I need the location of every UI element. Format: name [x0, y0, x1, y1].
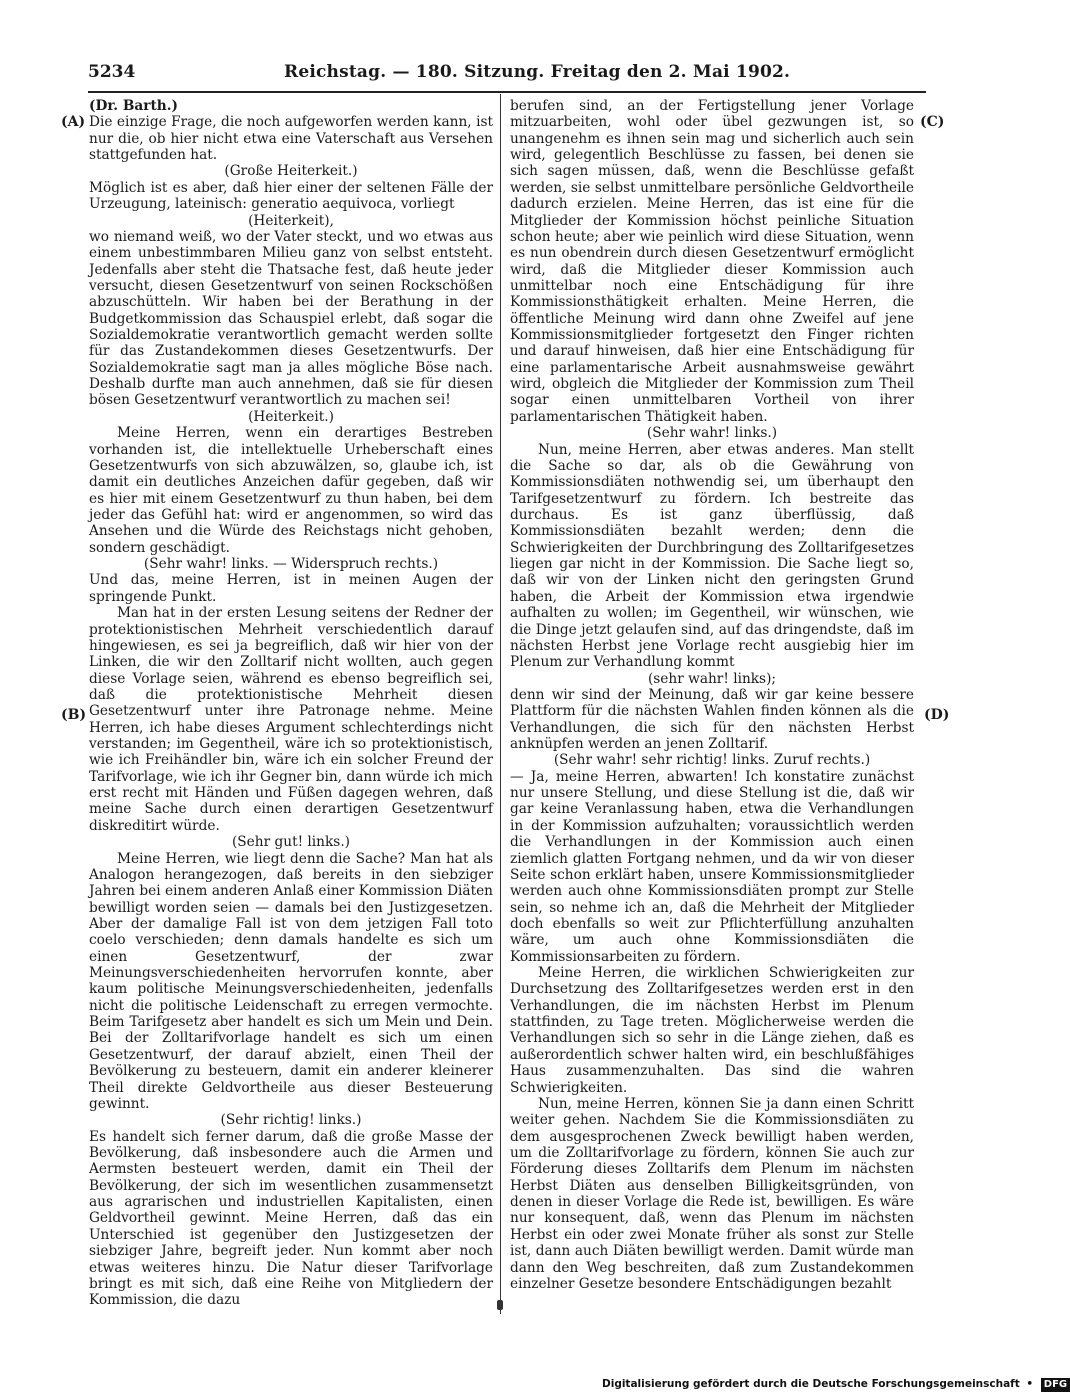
running-title: Reichstag. — 180. Sitzung. Freitag den 2. Mai 1902. [284, 62, 791, 82]
left-paragraph: Meine Herren, wenn ein derartiges Bestreben vorhanden ist, die intellektuelle Urheberschaft eines Gesetzentwurfs von sich abzuwälzen, so, glaube ich, ist damit ein deutliches Anzeichen dafür gegeben, daß wir es hier mit einem Gesetzentwurf zu thun haben, bei dem jeder das Gefühl hat: wird er angenommen, so wird das Ansehen und die Würde des Reichstags nicht gehoben, sondern geschädigt. [89, 425, 493, 556]
left-paragraph: Möglich ist es aber, daß hier einer der seltenen Fälle der Urzeugung, lateinisch: generatio aequivoca, vorliegt [89, 179, 493, 213]
column-divider [500, 94, 501, 1314]
margin-marker-d: (D) [924, 707, 950, 723]
left-paragraph: Es handelt sich ferner darum, daß die große Masse der Bevölkerung, daß insbesondere auch die Armen und Aermsten besteuert werden, damit ein Theil der Bevölkerung, der sich im wesentlichen zusammensetzt aus agrarischen und industriellen Kapitalisten, einen Geldvortheil gewinnt. Meine Herren, daß das ein Unterschied ist gegenüber den Justizgesetzen der siebziger Jahre, begreift jeder. Nun kommt aber noch etwas weiteres hinzu. Die Natur dieser Tarifvorlage bringt es mit sich, daß eine Reihe von Mitgliedern der Kommission, die dazu [89, 1128, 493, 1309]
footer-text: Digitalisierung gefördert durch die Deutsche Forschungsgemeinschaft [602, 1378, 1020, 1390]
right-paragraph: Meine Herren, die wirklichen Schwierigkeiten zur Durchsetzung des Zolltarifgesetzes werden erst in den Verhandlungen, die im nächsten Herbst im Plenum stattfinden, zu Tage treten. Möglicherweise werden die Verhandlungen sich so sehr in die Länge ziehen, daß es außerordentlich schwer halten wird, ein beschlußfähiges Haus zusammenzuhalten. Das sind die wahren Schwierigkeiten. [510, 965, 914, 1096]
right-paragraph: denn wir sind der Meinung, daß wir gar keine bessere Plattform für die nächsten Wahlen finden können als die Verhandlungen, die sich für den nächsten Herbst anknüpfen werden an jenen Zolltarif. [510, 686, 914, 753]
page-header [88, 62, 908, 88]
footer-separator: • [1026, 1378, 1034, 1390]
right-interjection: (Sehr wahr! links.) [646, 425, 778, 442]
dfg-logo: DFG [1041, 1378, 1070, 1392]
left-speaker-label: (Dr. Barth.) [89, 98, 178, 114]
left-interjection: (Sehr wahr! links. — Widerspruch rechts.) [143, 556, 439, 573]
left-interjection: (Heiterkeit), [248, 212, 334, 229]
right-column [510, 98, 914, 1292]
left-interjection: (Heiterkeit.) [248, 408, 334, 425]
margin-marker-b: (B) [61, 707, 87, 723]
column-divider-end [497, 1300, 503, 1310]
right-paragraph: — Ja, meine Herren, abwarten! Ich konstatire zunächst nur unsere Stellung, und diese Stellung ist die, daß wir gar keine Veranlassung haben, etwa die Verhandlungen in der Kommission aufzuhalten; voraussichtlich werden die Verhandlungen in der Kommission auch einen ziemlich glatten Fortgang nehmen, und da wir von dieser Seite schon erklärt haben, unsere Kommissionsmitglieder werden auch ohne Kommissionsdiäten prompt zur Stelle sein, so nehme ich an, daß die Mehrheit der Mitglieder doch ebenfalls so weit zur Pflichterfüllung anzuhalten wäre, um auch ohne Kommissionsdiäten die Kommissionsarbeiten zu fördern. [510, 768, 914, 965]
left-interjection: (Große Heiterkeit.) [224, 163, 358, 180]
left-paragraph: Die einzige Frage, die noch aufgeworfen werden kann, ist nur die, ob hier nicht etwa eine Vaterschaft aus Versehen stattgefunden hat. [89, 114, 493, 164]
header-rule [88, 91, 926, 93]
left-paragraph: Und das, meine Herren, ist in meinen Augen der springende Punkt. [89, 572, 493, 605]
left-paragraph: wo niemand weiß, wo der Vater steckt, und wo etwas aus einem unbestimmbaren Milieu ganz von selbst entsteht. Jedenfalls aber steht die Thatsache fest, daß heute jeder versucht, diesen Gesetzentwurf von seinen Rockschößen abzuschütteln. Wir haben bei der Berathung in der Budgetkommission das Schauspiel erlebt, daß sogar die Sozialdemokratie verantwortlich gemacht werden sollte für das Zustandekommen dieses Gesetzentwurfs. Der Sozialdemokratie sagt man ja alles mögliche Böse nach. Deshalb durfte man auch annehmen, daß sie für diesen bösen Gesetzentwurf verantwortlich zu machen sei! [89, 228, 493, 409]
left-interjection: (Sehr richtig! links.) [220, 1112, 362, 1129]
page-number: 5234 [88, 62, 136, 82]
right-paragraph: berufen sind, an der Fertigstellung jener Vorlage mitzuarbeiten, wohl oder übel gezwungen ist, so unangenehm es ihnen sein mag und sicherlich auch sein wird, gelegentlich Beschlüsse zu fassen, bei denen sie sich sagen müssen, daß, wenn die Beschlüsse gefaßt werden, sie selbst unmittelbare persönliche Geldvortheile dadurch erzielen. Meine Herren, das ist eine für die Mitglieder der Kommission höchst peinliche Situation schon heute; aber wie peinlich wird diese Situation, wenn es nun obendrein durch diesen Gesetzentwurf ermöglicht wird, daß die Mitglieder dieser Kommission auch unmittelbar noch eine Entschädigung für ihre Kommissionsthätigkeit erhalten. Meine Herren, die öffentliche Meinung wird dann ohne Zweifel auf jene Kommissionsmitglieder fortgesetzt den Finger richten und darauf hinweisen, daß hier eine Entschädigung für eine parlamentarische Arbeit ausnahmsweise gewährt wird, obgleich die Mitglieder der Kommission zum Theil sogar einen unmittelbaren Vortheil von ihrer parlamentarischen Thätigkeit haben. [510, 98, 914, 425]
right-interjection: (sehr wahr! links); [647, 670, 777, 687]
right-paragraph: Nun, meine Herren, können Sie ja dann einen Schritt weiter gehen. Nachdem Sie die Kommissionsdiäten zu dem ausgesprochenen Zweck bewilligt haben werden, um die Zolltarifvorlage zu fördern, können Sie auch zur Förderung dieses Zolltarifs dem Plenum im nächsten Herbst Diäten aus denselben Billigkeitsgründen, von denen in dieser Vorlage die Rede ist, bewilligen. Es wäre nur konsequent, daß, wenn das Plenum im nächsten Herbst ein oder zwei Monate früher als sonst zur Stelle ist, dann auch Diäten bewilligt werden. Damit würde man dann den Weg beschreiten, daß zum Zustandekommen einzelner Gesetze besondere Entschädigungen bezahlt [510, 1095, 914, 1292]
right-interjection: (Sehr wahr! sehr richtig! links. Zuruf rechts.) [553, 752, 871, 769]
left-paragraph: Man hat in der ersten Lesung seitens der Redner der protektionistischen Mehrheit verschiedentlich darauf hingewiesen, es sei ja begreiflich, daß wir hier von der Linken, die wir den Zolltarif nicht wollten, auch gegen diese Vorlage seien, während es ebenso begreiflich sei, daß die protektionistische Mehrheit diesen Gesetzentwurf unter ihre Patronage nehme. Meine Herren, ich habe dieses Argument schlechterdings nicht verstanden; im Gegentheil, wäre ich so protektionistisch, wie ich Freihändler bin, wäre ich ein solcher Freund der Tarifvorlage, wie ich ihr Gegner bin, dann würde ich mich erst recht mit Händen und Füßen dagegen wehren, daß meine Sache durch einen derartigen Gesetzentwurf diskreditirt würde. [89, 605, 493, 834]
footer-credit [602, 1378, 1068, 1394]
left-paragraph: Meine Herren, wie liegt denn die Sache? Man hat als Analogon herangezogen, daß bereits in den siebziger Jahren bei einem anderen Anlaß einer Kommission Diäten bewilligt worden seien — damals bei den Justizgesetzen. Aber der damalige Fall ist von dem jetzigen Fall toto coelo verschieden; denn damals handelte es sich um einen Gesetzentwurf, der zwar Meinungsverschiedenheiten hervorrufen konnte, aber kaum politische Meinungsverschiedenheiten, jedenfalls nicht die politische Leidenschaft zu erregen vermochte. Beim Tarifgesetz aber handelt es sich um Mein und Dein. Bei der Zolltarifvorlage handelt es sich um einen Gesetzentwurf, der darauf abzielt, einen Theil der Bevölkerung zu besteuern, damit ein anderer kleinerer Theil direkte Geldvortheile aus dieser Besteuerung gewinnt. [89, 850, 493, 1112]
margin-marker-c: (C) [920, 114, 945, 130]
right-paragraph: Nun, meine Herren, aber etwas anderes. Man stellt die Sache so dar, als ob die Gewährung von Kommissionsdiäten nothwendig sei, um überhaupt den Tarifgesetzentwurf zu fördern. Ich bestreite das durchaus. Es ist ganz überflüssig, daß Kommissionsdiäten bezahlt werden; denn die Schwierigkeiten der Durchbringung des Zolltarifgesetzes liegen gar nicht in der Kommission. Die Sache liegt so, daß wir von der Linken nicht den geringsten Grund haben, die Arbeit der Kommission etwa irgendwie aufhalten zu wollen; im Gegentheil, wir wünschen, wie die Dinge jetzt gelaufen sind, auf das dringendste, daß im nächsten Herbst jene Vorlage recht ausgiebig hier im Plenum zur Verhandlung kommt [510, 441, 914, 671]
left-interjection: (Sehr gut! links.) [231, 834, 351, 851]
margin-marker-a: (A) [61, 114, 86, 130]
left-column [89, 98, 493, 1309]
